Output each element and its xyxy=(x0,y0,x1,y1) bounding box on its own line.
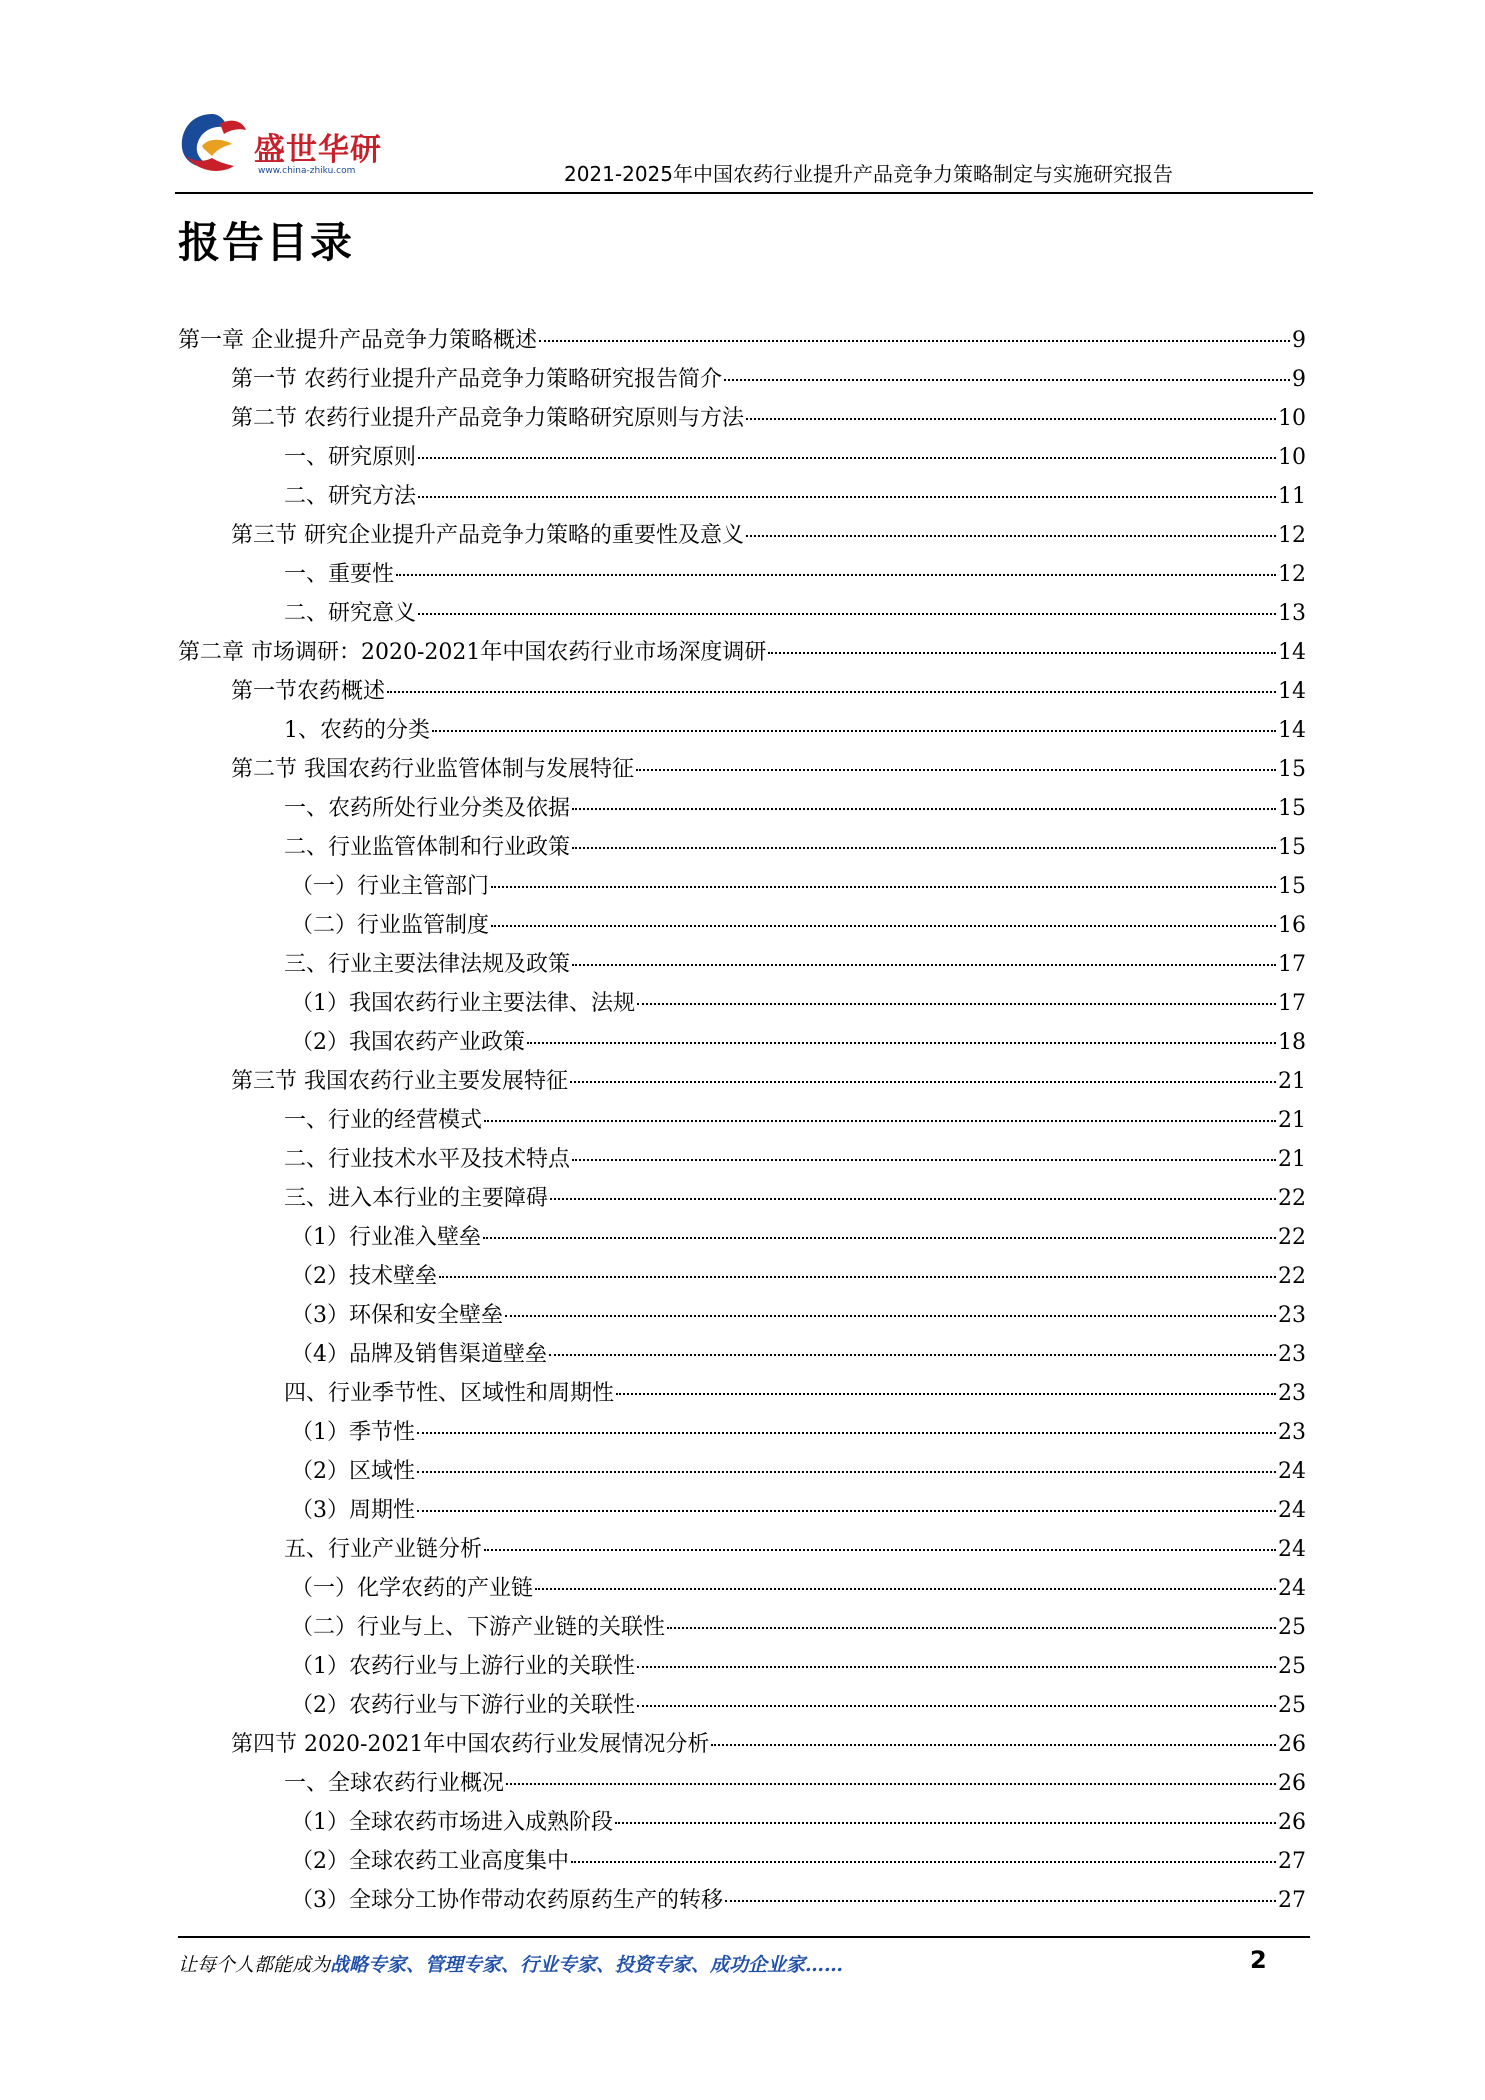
toc-leader-dots xyxy=(768,652,1276,654)
toc-leader-dots xyxy=(539,340,1290,342)
toc-entry-title: （1）农药行业与上游行业的关联性 xyxy=(291,1654,635,1679)
toc-leader-dots xyxy=(491,886,1276,888)
toc-entry-title: 第二节 我国农药行业监管体制与发展特征 xyxy=(231,757,634,782)
toc-entry-title: （1）行业准入壁垒 xyxy=(291,1225,481,1250)
toc-entry-title: （1）我国农药行业主要法律、法规 xyxy=(291,991,635,1016)
toc-entry-page: 10 xyxy=(1278,445,1306,470)
toc-entry[interactable] xyxy=(178,674,1306,713)
toc-entry[interactable] xyxy=(178,947,1306,986)
toc-leader-dots xyxy=(636,769,1276,771)
toc-entry-title: 五、行业产业链分析 xyxy=(284,1537,483,1562)
toc-entry-title: 一、全球农药行业概况 xyxy=(284,1771,505,1796)
toc-entry-title: 三、进入本行业的主要障碍 xyxy=(284,1186,549,1211)
toc-entry-page: 9 xyxy=(1292,367,1306,392)
toc-entry-page: 12 xyxy=(1278,523,1306,548)
footer-slogan xyxy=(178,1950,843,1977)
toc-entry-title: （二）行业与上、下游产业链的关联性 xyxy=(291,1615,666,1640)
toc-entry-page: 26 xyxy=(1278,1732,1306,1757)
toc-entry[interactable] xyxy=(178,1649,1306,1688)
toc-entry-page: 25 xyxy=(1278,1615,1306,1640)
toc-entry[interactable] xyxy=(178,713,1306,752)
toc-entry[interactable] xyxy=(178,830,1306,869)
page-number: 2 xyxy=(1250,1946,1267,1974)
toc-entry[interactable] xyxy=(178,518,1306,557)
toc-entry-page: 13 xyxy=(1278,601,1306,626)
toc-entry-page: 24 xyxy=(1278,1498,1306,1523)
toc-entry[interactable] xyxy=(178,869,1306,908)
toc-entry-title: 第三节 我国农药行业主要发展特征 xyxy=(231,1069,568,1094)
toc-entry-page: 15 xyxy=(1278,757,1306,782)
toc-entry[interactable] xyxy=(178,1103,1306,1142)
toc-entry-page: 24 xyxy=(1278,1576,1306,1601)
toc-entry-page: 12 xyxy=(1278,562,1306,587)
toc-entry-title: 二、行业技术水平及技术特点 xyxy=(284,1147,571,1172)
toc-leader-dots xyxy=(418,457,1276,459)
toc-entry-page: 27 xyxy=(1278,1888,1306,1913)
toc-leader-dots xyxy=(616,1393,1276,1395)
toc-entry[interactable] xyxy=(178,362,1306,401)
toc-entry-title: （1）全球农药市场进入成熟阶段 xyxy=(291,1810,613,1835)
toc-entry[interactable] xyxy=(178,596,1306,635)
toc-entry-title: 四、行业季节性、区域性和周期性 xyxy=(284,1381,615,1406)
toc-entry-title: 1、农药的分类 xyxy=(284,718,430,743)
toc-entry[interactable] xyxy=(178,908,1306,947)
toc-leader-dots xyxy=(637,1666,1276,1668)
toc-entry-page: 23 xyxy=(1278,1303,1306,1328)
toc-entry[interactable] xyxy=(178,1298,1306,1337)
table-of-contents xyxy=(178,323,1306,1922)
toc-entry[interactable] xyxy=(178,1220,1306,1259)
toc-leader-dots xyxy=(483,1237,1276,1239)
toc-leader-dots xyxy=(439,1276,1276,1278)
toc-entry-title: 第一节 农药行业提升产品竞争力策略研究报告简介 xyxy=(231,367,722,392)
toc-entry-page: 22 xyxy=(1278,1264,1306,1289)
toc-entry-page: 26 xyxy=(1278,1810,1306,1835)
toc-entry-title: （2）技术壁垒 xyxy=(291,1264,437,1289)
toc-entry[interactable] xyxy=(178,635,1306,674)
toc-leader-dots xyxy=(491,925,1276,927)
toc-entry[interactable] xyxy=(178,323,1306,362)
toc-leader-dots xyxy=(535,1588,1276,1590)
toc-entry[interactable] xyxy=(178,1610,1306,1649)
toc-entry-page: 24 xyxy=(1278,1459,1306,1484)
toc-leader-dots xyxy=(550,1198,1276,1200)
toc-leader-dots xyxy=(506,1783,1276,1785)
toc-leader-dots xyxy=(387,691,1276,693)
toc-entry[interactable] xyxy=(178,1376,1306,1415)
toc-entry-page: 23 xyxy=(1278,1342,1306,1367)
toc-leader-dots xyxy=(572,1159,1276,1161)
toc-entry[interactable] xyxy=(178,752,1306,791)
toc-entry-title: （一）行业主管部门 xyxy=(291,874,490,899)
toc-leader-dots xyxy=(484,1549,1276,1551)
toc-entry-page: 17 xyxy=(1278,952,1306,977)
toc-entry-page: 9 xyxy=(1292,328,1306,353)
toc-leader-dots xyxy=(746,535,1276,537)
toc-entry-page: 15 xyxy=(1278,874,1306,899)
toc-entry[interactable] xyxy=(178,1883,1306,1922)
toc-entry-page: 11 xyxy=(1278,484,1306,509)
toc-entry-title: （二）行业监管制度 xyxy=(291,913,490,938)
toc-entry-page: 21 xyxy=(1278,1108,1306,1133)
toc-entry-title: （2）农药行业与下游行业的关联性 xyxy=(291,1693,635,1718)
toc-leader-dots xyxy=(725,1900,1276,1902)
toc-entry-page: 23 xyxy=(1278,1420,1306,1445)
toc-leader-dots xyxy=(667,1627,1276,1629)
toc-entry-title: （2）全球农药工业高度集中 xyxy=(291,1849,569,1874)
footer-divider xyxy=(178,1936,1310,1938)
toc-entry-page: 14 xyxy=(1278,679,1306,704)
toc-leader-dots xyxy=(418,496,1276,498)
toc-entry-page: 25 xyxy=(1278,1654,1306,1679)
toc-entry-title: （2）区域性 xyxy=(291,1459,415,1484)
toc-entry[interactable] xyxy=(178,1805,1306,1844)
toc-entry-title: 二、行业监管体制和行业政策 xyxy=(284,835,571,860)
toc-entry[interactable] xyxy=(178,1259,1306,1298)
toc-entry-page: 21 xyxy=(1278,1147,1306,1172)
toc-entry[interactable] xyxy=(178,791,1306,830)
toc-entry-title: 第一节农药概述 xyxy=(231,679,386,704)
toc-entry-title: 第一章 企业提升产品竞争力策略概述 xyxy=(178,328,537,353)
toc-entry[interactable] xyxy=(178,1064,1306,1103)
toc-entry-title: 一、农药所处行业分类及依据 xyxy=(284,796,571,821)
toc-entry-page: 26 xyxy=(1278,1771,1306,1796)
toc-entry[interactable] xyxy=(178,1142,1306,1181)
toc-entry-title: 第二节 农药行业提升产品竞争力策略研究原则与方法 xyxy=(231,406,744,431)
toc-entry-page: 24 xyxy=(1278,1537,1306,1562)
logo-name: 盛世华研 xyxy=(254,132,382,168)
toc-leader-dots xyxy=(549,1354,1276,1356)
toc-entry[interactable] xyxy=(178,986,1306,1025)
toc-entry-page: 14 xyxy=(1278,718,1306,743)
toc-entry-page: 18 xyxy=(1278,1030,1306,1055)
toc-leader-dots xyxy=(418,613,1276,615)
toc-entry[interactable] xyxy=(178,401,1306,440)
toc-entry-page: 14 xyxy=(1278,640,1306,665)
toc-entry-title: 第四节 2020-2021年中国农药行业发展情况分析 xyxy=(231,1732,710,1757)
toc-leader-dots xyxy=(637,1003,1276,1005)
toc-entry-page: 27 xyxy=(1278,1849,1306,1874)
toc-entry-title: （1）季节性 xyxy=(291,1420,415,1445)
toc-entry-title: （3）全球分工协作带动农药原药生产的转移 xyxy=(291,1888,723,1913)
toc-entry-title: 一、重要性 xyxy=(284,562,395,587)
toc-entry-page: 15 xyxy=(1278,835,1306,860)
toc-leader-dots xyxy=(572,847,1276,849)
toc-leader-dots xyxy=(711,1744,1276,1746)
toc-entry-page: 25 xyxy=(1278,1693,1306,1718)
toc-entry[interactable] xyxy=(178,1454,1306,1493)
toc-entry[interactable] xyxy=(178,1727,1306,1766)
toc-leader-dots xyxy=(417,1432,1276,1434)
toc-entry-title: 第三节 研究企业提升产品竞争力策略的重要性及意义 xyxy=(231,523,744,548)
toc-entry-title: （4）品牌及销售渠道壁垒 xyxy=(291,1342,547,1367)
report-title: 2021-2025年中国农药行业提升产品竞争力策略制定与实施研究报告 xyxy=(563,162,1173,186)
toc-leader-dots xyxy=(484,1120,1276,1122)
logo-url: www.china-zhiku.com xyxy=(258,166,356,176)
toc-leader-dots xyxy=(615,1822,1276,1824)
toc-leader-dots xyxy=(746,418,1276,420)
toc-leader-dots xyxy=(527,1042,1276,1044)
toc-leader-dots xyxy=(417,1510,1276,1512)
toc-leader-dots xyxy=(724,379,1290,381)
toc-entry-title: 一、行业的经营模式 xyxy=(284,1108,483,1133)
toc-entry[interactable] xyxy=(178,1571,1306,1610)
company-logo xyxy=(172,104,402,184)
footer-slogan-accent: 战略专家、管理专家、行业专家、投资专家、成功企业家…… xyxy=(330,1954,844,1976)
toc-entry-page: 22 xyxy=(1278,1186,1306,1211)
toc-entry-title: 第二章 市场调研：2020-2021年中国农药行业市场深度调研 xyxy=(178,640,767,665)
toc-entry[interactable] xyxy=(178,1181,1306,1220)
toc-entry[interactable] xyxy=(178,1688,1306,1727)
toc-entry[interactable] xyxy=(178,1493,1306,1532)
toc-entry[interactable] xyxy=(178,479,1306,518)
toc-entry[interactable] xyxy=(178,1415,1306,1454)
toc-entry-page: 10 xyxy=(1278,406,1306,431)
toc-leader-dots xyxy=(570,1081,1276,1083)
toc-leader-dots xyxy=(417,1471,1276,1473)
toc-leader-dots xyxy=(637,1705,1276,1707)
toc-entry-page: 23 xyxy=(1278,1381,1306,1406)
toc-entry-title: （一）化学农药的产业链 xyxy=(291,1576,534,1601)
toc-entry[interactable] xyxy=(178,1532,1306,1571)
toc-entry-page: 17 xyxy=(1278,991,1306,1016)
toc-entry[interactable] xyxy=(178,440,1306,479)
toc-leader-dots xyxy=(396,574,1276,576)
toc-entry-title: 一、研究原则 xyxy=(284,445,417,470)
toc-entry-title: （2）我国农药产业政策 xyxy=(291,1030,525,1055)
toc-entry[interactable] xyxy=(178,1844,1306,1883)
toc-entry[interactable] xyxy=(178,1025,1306,1064)
header-divider xyxy=(175,192,1313,194)
logo-emblem-icon xyxy=(172,104,252,182)
toc-heading: 报告目录 xyxy=(178,218,355,267)
toc-entry[interactable] xyxy=(178,1766,1306,1805)
toc-leader-dots xyxy=(571,1861,1276,1863)
toc-leader-dots xyxy=(572,808,1276,810)
toc-entry[interactable] xyxy=(178,557,1306,596)
footer-slogan-prefix: 让每个人都能成为 xyxy=(178,1954,331,1976)
toc-leader-dots xyxy=(572,964,1276,966)
toc-leader-dots xyxy=(505,1315,1276,1317)
toc-leader-dots xyxy=(432,730,1276,732)
toc-entry-page: 16 xyxy=(1278,913,1306,938)
toc-entry-title: 二、研究意义 xyxy=(284,601,417,626)
toc-entry-page: 15 xyxy=(1278,796,1306,821)
toc-entry-title: 三、行业主要法律法规及政策 xyxy=(284,952,571,977)
toc-entry-title: （3）周期性 xyxy=(291,1498,415,1523)
toc-entry-title: 二、研究方法 xyxy=(284,484,417,509)
toc-entry[interactable] xyxy=(178,1337,1306,1376)
toc-entry-page: 21 xyxy=(1278,1069,1306,1094)
toc-entry-page: 22 xyxy=(1278,1225,1306,1250)
toc-entry-title: （3）环保和安全壁垒 xyxy=(291,1303,503,1328)
